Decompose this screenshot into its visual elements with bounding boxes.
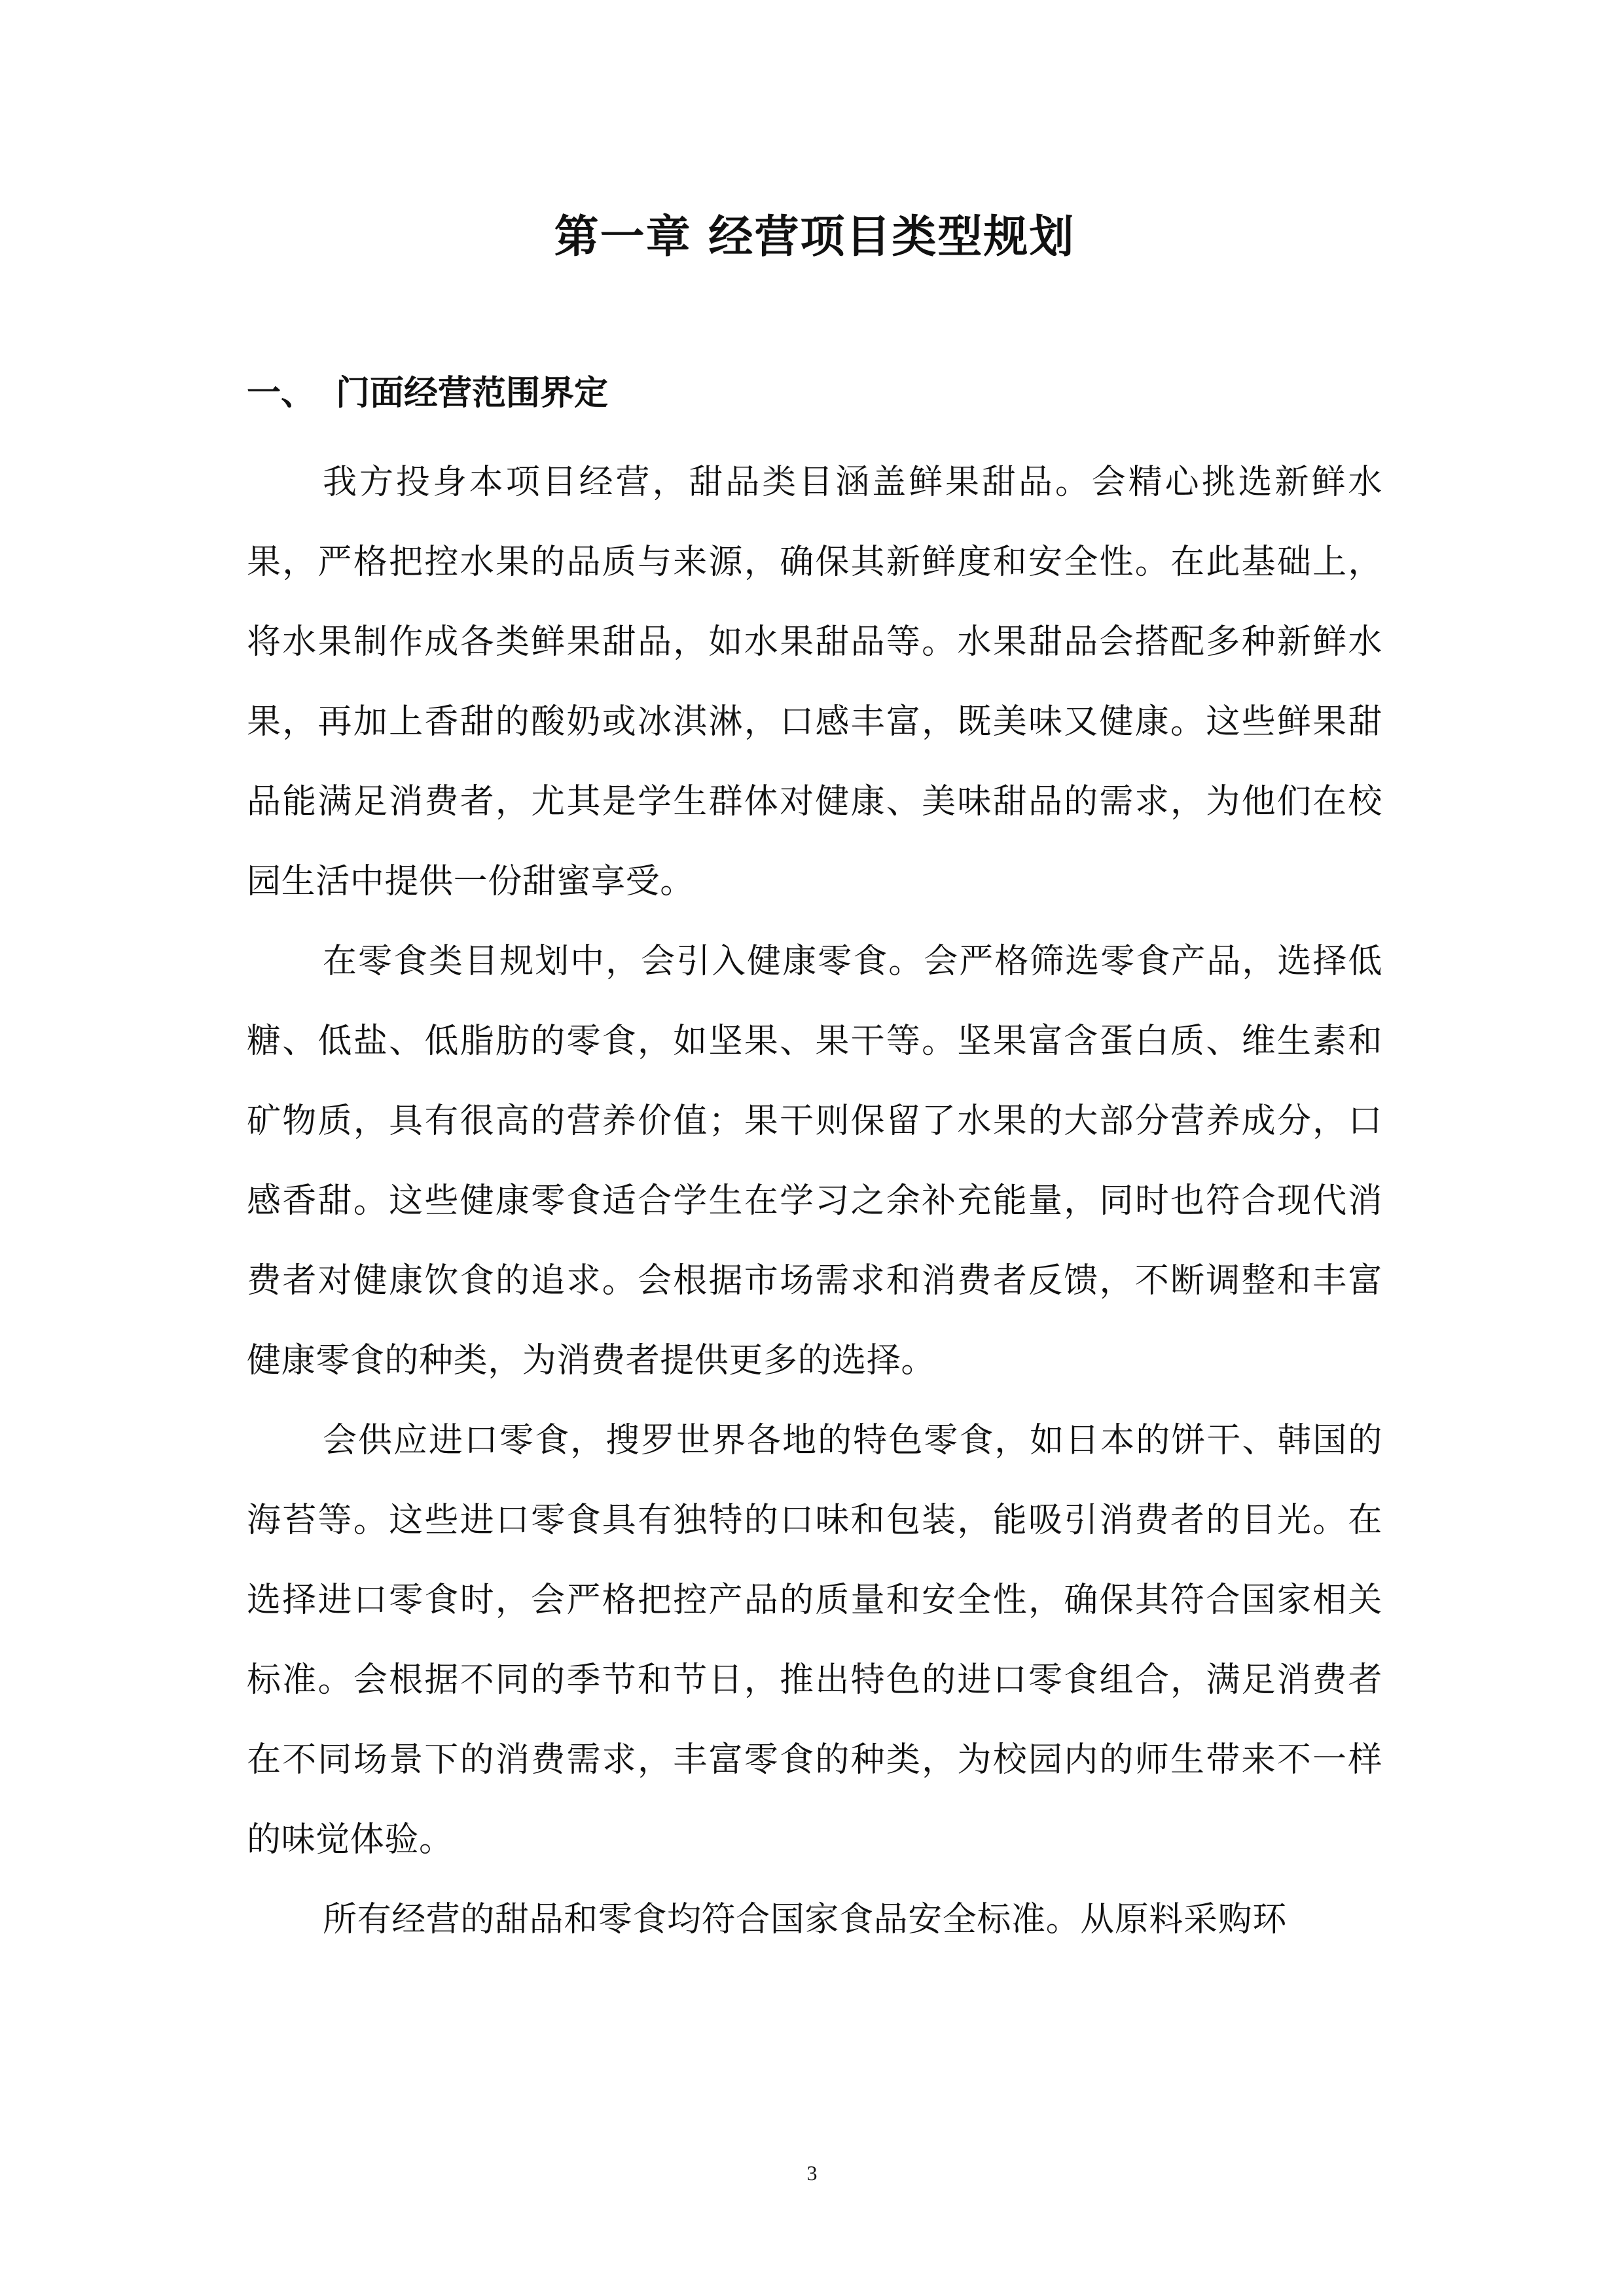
body-text	[247, 442, 1382, 1960]
page-number: 3	[806, 2161, 818, 2185]
section-heading	[247, 364, 1382, 423]
section-number: 一、	[247, 373, 316, 413]
chapter-title: 第一章 经营项目类型规划	[554, 211, 1075, 263]
paragraph-food-safety: 所有经营的甜品和零食均符合国家食品安全标准。从原料采购环	[323, 1900, 1287, 1939]
paragraph-healthy-snacks: 在零食类目规划中，会引入健康零食。会严格筛选零食产品，选择低糖、低盐、低脂肪的零食，如坚果、果干等。坚果富含蛋白质、维生素和矿物质，具有很高的营养价值；果干则保留了水果的大部分营养成分，口感香甜。这些健康零食适合学生在学习之余补充能量，同时也符合现代消费者对健康饮食的追求。会根据市场需求和消费者反馈，不断调整和丰富健康零食的种类，为消费者提供更多的选择。	[247, 942, 1382, 1380]
paragraph-imported-snacks: 会供应进口零食，搜罗世界各地的特色零食，如日本的饼干、韩国的海苔等。这些进口零食具有独特的口味和包装，能吸引消费者的目光。在选择进口零食时，会严格把控产品的质量和安全性，确保其符合国家相关标准。会根据不同的季节和节日，推出特色的进口零食组合，满足消费者在不同场景下的消费需求，丰富零食的种类，为校园内的师生带来不一样的味觉体验。	[247, 1421, 1382, 1859]
section-title: 门面经营范围界定	[336, 373, 609, 413]
paragraph-fresh-fruit-desserts: 我方投身本项目经营，甜品类目涵盖鲜果甜品。会精心挑选新鲜水果，严格把控水果的品质与来源，确保其新鲜度和安全性。在此基础上，将水果制作成各类鲜果甜品，如水果甜品等。水果甜品会搭配多种新鲜水果，再加上香甜的酸奶或冰淇淋，口感丰富，既美味又健康。这些鲜果甜品能满足消费者，尤其是学生群体对健康、美味甜品的需求，为他们在校园生活中提供一份甜蜜享受。	[247, 463, 1382, 901]
